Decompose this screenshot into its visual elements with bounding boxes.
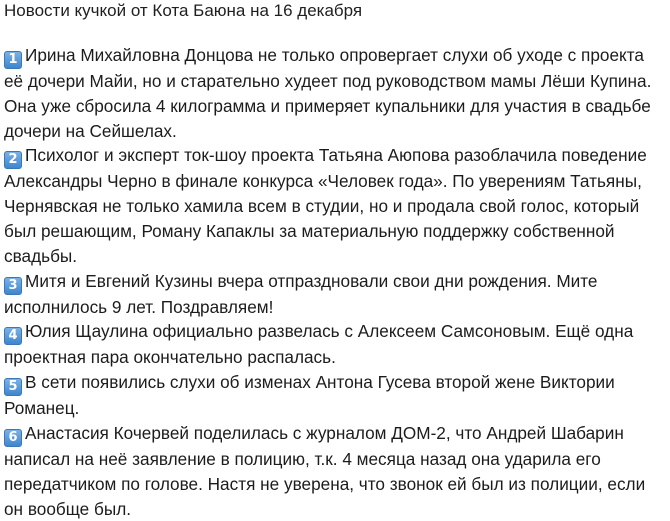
news-item-5	[4, 370, 666, 421]
news-item-text: Психолог и эксперт ток-шоу проекта Татьяна Аюпова разоблачила поведение Александры Черно в финале конкурса «Человек года». По уверениям Татьяны, Чернявская не только хамила всем в студии, но и продала свой голос, который был решающим, Роману Капаклы за материальную поддержку собственной свадьбы.	[4, 145, 647, 266]
page-title: Новости кучкой от Кота Баюна на 16 декабря	[4, 1, 363, 20]
news-item-3	[4, 269, 666, 320]
news-list	[4, 43, 666, 521]
keycap-four-icon: 4	[4, 327, 22, 345]
keycap-one-icon: 1	[4, 51, 22, 69]
keycap-two-icon: 2	[4, 151, 22, 169]
news-item-4	[4, 319, 666, 370]
news-item-text: В сети появились слухи об изменах Антона Гусева второй жене Виктории Романец.	[4, 372, 615, 419]
news-item-1	[4, 43, 666, 143]
news-item-text: Митя и Евгений Кузины вчера отпраздновали свои дни рождения. Мите исполнилось 9 лет. Поздравляем!	[4, 270, 598, 317]
keycap-six-icon: 6	[4, 429, 22, 447]
news-item-2	[4, 143, 666, 268]
news-item-text: Анастасия Кочервей поделилась с журналом ДОМ-2, что Андрей Шабарин написал на неё заявление в полицию, т.к. 4 месяца назад она ударила его передатчиком по голове. Настя не уверена, что звонок ей был из полиции, если он вообще был.	[4, 422, 646, 519]
keycap-five-icon: 5	[4, 378, 22, 396]
news-item-text: Ирина Михайловна Донцова не только опровергает слухи об уходе с проекта её дочери Майи, но и старательно худеет под руководством мамы Лёши Купина. Она уже сбросила 4 килограмма и примеряет купальники для участия в свадьбе дочери на Сейшелах.	[4, 45, 652, 141]
keycap-three-icon: 3	[4, 277, 22, 295]
news-item-6	[4, 421, 666, 521]
news-item-text: Юлия Щаулина официально развелась с Алексеем Самсоновым. Ещё одна проектная пара окончательно распалась.	[4, 321, 634, 368]
